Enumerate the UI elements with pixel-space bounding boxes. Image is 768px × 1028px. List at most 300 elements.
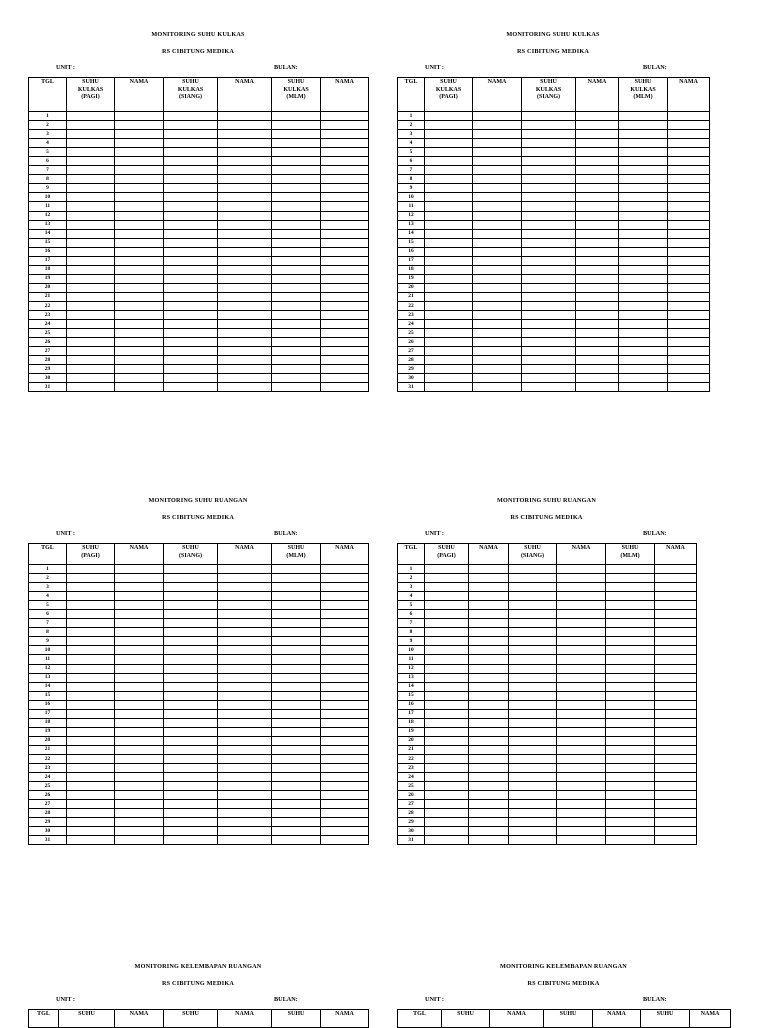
name-entry-cell[interactable] <box>469 818 509 827</box>
name-entry-cell[interactable] <box>218 283 272 292</box>
name-entry-cell[interactable] <box>321 220 369 229</box>
name-entry-cell[interactable] <box>557 782 606 791</box>
temperature-entry-cell[interactable] <box>522 265 576 274</box>
name-entry-cell[interactable] <box>218 193 272 202</box>
temperature-entry-cell[interactable] <box>164 664 218 673</box>
temperature-entry-cell[interactable] <box>67 347 115 356</box>
name-entry-cell[interactable] <box>668 329 710 338</box>
name-entry-cell[interactable] <box>557 791 606 800</box>
temperature-entry-cell[interactable] <box>164 175 218 184</box>
name-entry-cell[interactable] <box>557 809 606 818</box>
name-entry-cell[interactable] <box>218 637 272 646</box>
name-entry-cell[interactable] <box>557 745 606 754</box>
temperature-entry-cell[interactable] <box>425 773 469 782</box>
temperature-entry-cell[interactable] <box>67 782 115 791</box>
name-entry-cell[interactable] <box>668 121 710 130</box>
name-entry-cell[interactable] <box>321 764 369 773</box>
temperature-entry-cell[interactable] <box>619 292 668 301</box>
name-entry-cell[interactable] <box>655 592 697 601</box>
name-entry-cell[interactable] <box>218 338 272 347</box>
name-entry-cell[interactable] <box>218 682 272 691</box>
temperature-entry-cell[interactable] <box>67 220 115 229</box>
name-entry-cell[interactable] <box>321 184 369 193</box>
temperature-entry-cell[interactable] <box>272 646 321 655</box>
temperature-entry-cell[interactable] <box>164 655 218 664</box>
name-entry-cell[interactable] <box>115 754 164 763</box>
temperature-entry-cell[interactable] <box>425 301 473 310</box>
name-entry-cell[interactable] <box>557 754 606 763</box>
name-entry-cell[interactable] <box>469 655 509 664</box>
temperature-entry-cell[interactable] <box>164 148 218 157</box>
name-entry-cell[interactable] <box>321 655 369 664</box>
temperature-entry-cell[interactable] <box>164 112 218 121</box>
name-entry-cell[interactable] <box>115 112 164 121</box>
temperature-entry-cell[interactable] <box>606 565 655 574</box>
temperature-entry-cell[interactable] <box>164 220 218 229</box>
temperature-entry-cell[interactable] <box>164 292 218 301</box>
name-entry-cell[interactable] <box>576 157 619 166</box>
name-entry-cell[interactable] <box>668 112 710 121</box>
name-entry-cell[interactable] <box>218 619 272 628</box>
name-entry-cell[interactable] <box>469 610 509 619</box>
temperature-entry-cell[interactable] <box>522 175 576 184</box>
name-entry-cell[interactable] <box>321 329 369 338</box>
temperature-entry-cell[interactable] <box>272 247 321 256</box>
temperature-entry-cell[interactable] <box>619 329 668 338</box>
temperature-entry-cell[interactable] <box>606 727 655 736</box>
temperature-entry-cell[interactable] <box>619 166 668 175</box>
name-entry-cell[interactable] <box>115 166 164 175</box>
temperature-entry-cell[interactable] <box>509 700 557 709</box>
name-entry-cell[interactable] <box>576 265 619 274</box>
name-entry-cell[interactable] <box>115 148 164 157</box>
name-entry-cell[interactable] <box>115 592 164 601</box>
name-entry-cell[interactable] <box>473 383 522 392</box>
name-entry-cell[interactable] <box>668 338 710 347</box>
temperature-entry-cell[interactable] <box>425 664 469 673</box>
name-entry-cell[interactable] <box>218 229 272 238</box>
name-entry-cell[interactable] <box>218 791 272 800</box>
name-entry-cell[interactable] <box>218 220 272 229</box>
name-entry-cell[interactable] <box>576 383 619 392</box>
temperature-entry-cell[interactable] <box>606 827 655 836</box>
name-entry-cell[interactable] <box>115 238 164 247</box>
name-entry-cell[interactable] <box>321 383 369 392</box>
name-entry-cell[interactable] <box>115 610 164 619</box>
name-entry-cell[interactable] <box>557 592 606 601</box>
name-entry-cell[interactable] <box>321 583 369 592</box>
temperature-entry-cell[interactable] <box>509 601 557 610</box>
temperature-entry-cell[interactable] <box>164 754 218 763</box>
temperature-entry-cell[interactable] <box>272 356 321 365</box>
temperature-entry-cell[interactable] <box>67 745 115 754</box>
temperature-entry-cell[interactable] <box>425 673 469 682</box>
name-entry-cell[interactable] <box>321 809 369 818</box>
temperature-entry-cell[interactable] <box>425 592 469 601</box>
temperature-entry-cell[interactable] <box>67 338 115 347</box>
name-entry-cell[interactable] <box>218 628 272 637</box>
name-entry-cell[interactable] <box>115 773 164 782</box>
name-entry-cell[interactable] <box>655 700 697 709</box>
temperature-entry-cell[interactable] <box>509 709 557 718</box>
name-entry-cell[interactable] <box>576 356 619 365</box>
name-entry-cell[interactable] <box>218 374 272 383</box>
name-entry-cell[interactable] <box>469 637 509 646</box>
temperature-entry-cell[interactable] <box>272 601 321 610</box>
temperature-entry-cell[interactable] <box>425 256 473 265</box>
temperature-entry-cell[interactable] <box>164 782 218 791</box>
name-entry-cell[interactable] <box>576 193 619 202</box>
name-entry-cell[interactable] <box>655 691 697 700</box>
temperature-entry-cell[interactable] <box>425 184 473 193</box>
temperature-entry-cell[interactable] <box>606 619 655 628</box>
name-entry-cell[interactable] <box>668 238 710 247</box>
name-entry-cell[interactable] <box>218 211 272 220</box>
name-entry-cell[interactable] <box>115 673 164 682</box>
temperature-entry-cell[interactable] <box>425 809 469 818</box>
temperature-entry-cell[interactable] <box>272 301 321 310</box>
name-entry-cell[interactable] <box>557 836 606 845</box>
name-entry-cell[interactable] <box>655 736 697 745</box>
name-entry-cell[interactable] <box>576 202 619 211</box>
temperature-entry-cell[interactable] <box>522 256 576 265</box>
temperature-entry-cell[interactable] <box>272 565 321 574</box>
temperature-entry-cell[interactable] <box>522 148 576 157</box>
temperature-entry-cell[interactable] <box>509 718 557 727</box>
temperature-entry-cell[interactable] <box>425 583 469 592</box>
name-entry-cell[interactable] <box>218 664 272 673</box>
name-entry-cell[interactable] <box>473 184 522 193</box>
name-entry-cell[interactable] <box>473 256 522 265</box>
temperature-entry-cell[interactable] <box>272 637 321 646</box>
name-entry-cell[interactable] <box>321 773 369 782</box>
name-entry-cell[interactable] <box>115 736 164 745</box>
name-entry-cell[interactable] <box>668 292 710 301</box>
name-entry-cell[interactable] <box>321 628 369 637</box>
temperature-entry-cell[interactable] <box>425 229 473 238</box>
name-entry-cell[interactable] <box>473 265 522 274</box>
temperature-entry-cell[interactable] <box>164 193 218 202</box>
name-entry-cell[interactable] <box>655 827 697 836</box>
temperature-entry-cell[interactable] <box>425 827 469 836</box>
name-entry-cell[interactable] <box>668 274 710 283</box>
name-entry-cell[interactable] <box>668 229 710 238</box>
name-entry-cell[interactable] <box>473 175 522 184</box>
temperature-entry-cell[interactable] <box>425 791 469 800</box>
name-entry-cell[interactable] <box>576 338 619 347</box>
name-entry-cell[interactable] <box>557 800 606 809</box>
temperature-entry-cell[interactable] <box>164 139 218 148</box>
temperature-entry-cell[interactable] <box>164 283 218 292</box>
name-entry-cell[interactable] <box>218 827 272 836</box>
name-entry-cell[interactable] <box>668 202 710 211</box>
temperature-entry-cell[interactable] <box>619 193 668 202</box>
name-entry-cell[interactable] <box>218 311 272 320</box>
temperature-entry-cell[interactable] <box>164 247 218 256</box>
temperature-entry-cell[interactable] <box>164 682 218 691</box>
name-entry-cell[interactable] <box>218 139 272 148</box>
temperature-entry-cell[interactable] <box>619 220 668 229</box>
temperature-entry-cell[interactable] <box>272 193 321 202</box>
name-entry-cell[interactable] <box>115 247 164 256</box>
temperature-entry-cell[interactable] <box>67 356 115 365</box>
name-entry-cell[interactable] <box>668 283 710 292</box>
temperature-entry-cell[interactable] <box>164 745 218 754</box>
name-entry-cell[interactable] <box>557 637 606 646</box>
name-entry-cell[interactable] <box>469 727 509 736</box>
name-entry-cell[interactable] <box>655 818 697 827</box>
name-entry-cell[interactable] <box>218 700 272 709</box>
temperature-entry-cell[interactable] <box>522 184 576 193</box>
temperature-entry-cell[interactable] <box>164 773 218 782</box>
name-entry-cell[interactable] <box>321 112 369 121</box>
name-entry-cell[interactable] <box>469 745 509 754</box>
name-entry-cell[interactable] <box>321 320 369 329</box>
name-entry-cell[interactable] <box>218 347 272 356</box>
name-entry-cell[interactable] <box>218 292 272 301</box>
temperature-entry-cell[interactable] <box>619 112 668 121</box>
name-entry-cell[interactable] <box>655 836 697 845</box>
name-entry-cell[interactable] <box>115 709 164 718</box>
name-entry-cell[interactable] <box>115 292 164 301</box>
name-entry-cell[interactable] <box>576 238 619 247</box>
temperature-entry-cell[interactable] <box>509 655 557 664</box>
temperature-entry-cell[interactable] <box>164 347 218 356</box>
temperature-entry-cell[interactable] <box>522 283 576 292</box>
temperature-entry-cell[interactable] <box>619 265 668 274</box>
temperature-entry-cell[interactable] <box>164 764 218 773</box>
name-entry-cell[interactable] <box>218 655 272 664</box>
name-entry-cell[interactable] <box>557 610 606 619</box>
name-entry-cell[interactable] <box>668 320 710 329</box>
temperature-entry-cell[interactable] <box>67 709 115 718</box>
temperature-entry-cell[interactable] <box>272 700 321 709</box>
name-entry-cell[interactable] <box>218 592 272 601</box>
name-entry-cell[interactable] <box>321 139 369 148</box>
name-entry-cell[interactable] <box>473 338 522 347</box>
temperature-entry-cell[interactable] <box>164 718 218 727</box>
temperature-entry-cell[interactable] <box>522 311 576 320</box>
temperature-entry-cell[interactable] <box>606 682 655 691</box>
name-entry-cell[interactable] <box>655 619 697 628</box>
temperature-entry-cell[interactable] <box>67 301 115 310</box>
name-entry-cell[interactable] <box>115 265 164 274</box>
name-entry-cell[interactable] <box>655 773 697 782</box>
temperature-entry-cell[interactable] <box>509 682 557 691</box>
name-entry-cell[interactable] <box>557 628 606 637</box>
name-entry-cell[interactable] <box>321 709 369 718</box>
name-entry-cell[interactable] <box>473 274 522 283</box>
temperature-entry-cell[interactable] <box>425 610 469 619</box>
temperature-entry-cell[interactable] <box>425 166 473 175</box>
temperature-entry-cell[interactable] <box>272 202 321 211</box>
name-entry-cell[interactable] <box>557 664 606 673</box>
name-entry-cell[interactable] <box>218 166 272 175</box>
name-entry-cell[interactable] <box>115 193 164 202</box>
name-entry-cell[interactable] <box>473 229 522 238</box>
name-entry-cell[interactable] <box>321 311 369 320</box>
temperature-entry-cell[interactable] <box>509 736 557 745</box>
name-entry-cell[interactable] <box>115 130 164 139</box>
temperature-entry-cell[interactable] <box>164 274 218 283</box>
temperature-entry-cell[interactable] <box>619 211 668 220</box>
temperature-entry-cell[interactable] <box>67 700 115 709</box>
name-entry-cell[interactable] <box>218 383 272 392</box>
name-entry-cell[interactable] <box>668 184 710 193</box>
name-entry-cell[interactable] <box>115 664 164 673</box>
temperature-entry-cell[interactable] <box>67 265 115 274</box>
name-entry-cell[interactable] <box>668 347 710 356</box>
name-entry-cell[interactable] <box>115 374 164 383</box>
temperature-entry-cell[interactable] <box>164 320 218 329</box>
name-entry-cell[interactable] <box>469 673 509 682</box>
name-entry-cell[interactable] <box>655 809 697 818</box>
name-entry-cell[interactable] <box>469 682 509 691</box>
temperature-entry-cell[interactable] <box>67 148 115 157</box>
name-entry-cell[interactable] <box>218 745 272 754</box>
temperature-entry-cell[interactable] <box>619 320 668 329</box>
temperature-entry-cell[interactable] <box>606 673 655 682</box>
temperature-entry-cell[interactable] <box>272 827 321 836</box>
name-entry-cell[interactable] <box>557 773 606 782</box>
temperature-entry-cell[interactable] <box>164 256 218 265</box>
name-entry-cell[interactable] <box>115 700 164 709</box>
temperature-entry-cell[interactable] <box>522 338 576 347</box>
name-entry-cell[interactable] <box>321 202 369 211</box>
temperature-entry-cell[interactable] <box>164 383 218 392</box>
temperature-entry-cell[interactable] <box>164 727 218 736</box>
name-entry-cell[interactable] <box>576 247 619 256</box>
temperature-entry-cell[interactable] <box>272 256 321 265</box>
name-entry-cell[interactable] <box>218 782 272 791</box>
temperature-entry-cell[interactable] <box>272 329 321 338</box>
temperature-entry-cell[interactable] <box>67 139 115 148</box>
temperature-entry-cell[interactable] <box>522 139 576 148</box>
temperature-entry-cell[interactable] <box>425 338 473 347</box>
name-entry-cell[interactable] <box>469 718 509 727</box>
name-entry-cell[interactable] <box>321 637 369 646</box>
temperature-entry-cell[interactable] <box>425 709 469 718</box>
temperature-entry-cell[interactable] <box>522 329 576 338</box>
name-entry-cell[interactable] <box>557 682 606 691</box>
temperature-entry-cell[interactable] <box>164 791 218 800</box>
temperature-entry-cell[interactable] <box>522 229 576 238</box>
name-entry-cell[interactable] <box>218 818 272 827</box>
temperature-entry-cell[interactable] <box>522 374 576 383</box>
temperature-entry-cell[interactable] <box>606 718 655 727</box>
temperature-entry-cell[interactable] <box>67 682 115 691</box>
name-entry-cell[interactable] <box>321 365 369 374</box>
name-entry-cell[interactable] <box>321 256 369 265</box>
temperature-entry-cell[interactable] <box>509 610 557 619</box>
name-entry-cell[interactable] <box>655 764 697 773</box>
temperature-entry-cell[interactable] <box>522 365 576 374</box>
name-entry-cell[interactable] <box>321 619 369 628</box>
name-entry-cell[interactable] <box>321 610 369 619</box>
name-entry-cell[interactable] <box>321 265 369 274</box>
name-entry-cell[interactable] <box>218 601 272 610</box>
name-entry-cell[interactable] <box>321 601 369 610</box>
name-entry-cell[interactable] <box>115 383 164 392</box>
name-entry-cell[interactable] <box>321 736 369 745</box>
name-entry-cell[interactable] <box>576 121 619 130</box>
temperature-entry-cell[interactable] <box>67 374 115 383</box>
name-entry-cell[interactable] <box>473 374 522 383</box>
name-entry-cell[interactable] <box>321 718 369 727</box>
temperature-entry-cell[interactable] <box>619 383 668 392</box>
temperature-entry-cell[interactable] <box>67 655 115 664</box>
name-entry-cell[interactable] <box>321 836 369 845</box>
temperature-entry-cell[interactable] <box>272 583 321 592</box>
temperature-entry-cell[interactable] <box>619 238 668 247</box>
temperature-entry-cell[interactable] <box>67 130 115 139</box>
name-entry-cell[interactable] <box>655 791 697 800</box>
temperature-entry-cell[interactable] <box>425 736 469 745</box>
name-entry-cell[interactable] <box>115 646 164 655</box>
temperature-entry-cell[interactable] <box>522 320 576 329</box>
name-entry-cell[interactable] <box>473 283 522 292</box>
name-entry-cell[interactable] <box>218 836 272 845</box>
temperature-entry-cell[interactable] <box>425 601 469 610</box>
name-entry-cell[interactable] <box>473 365 522 374</box>
name-entry-cell[interactable] <box>469 754 509 763</box>
name-entry-cell[interactable] <box>469 764 509 773</box>
name-entry-cell[interactable] <box>469 773 509 782</box>
name-entry-cell[interactable] <box>218 764 272 773</box>
name-entry-cell[interactable] <box>473 320 522 329</box>
name-entry-cell[interactable] <box>576 220 619 229</box>
name-entry-cell[interactable] <box>557 818 606 827</box>
temperature-entry-cell[interactable] <box>619 365 668 374</box>
temperature-entry-cell[interactable] <box>425 745 469 754</box>
temperature-entry-cell[interactable] <box>272 112 321 121</box>
temperature-entry-cell[interactable] <box>67 383 115 392</box>
temperature-entry-cell[interactable] <box>272 673 321 682</box>
temperature-entry-cell[interactable] <box>425 646 469 655</box>
name-entry-cell[interactable] <box>115 283 164 292</box>
name-entry-cell[interactable] <box>218 247 272 256</box>
temperature-entry-cell[interactable] <box>272 691 321 700</box>
temperature-entry-cell[interactable] <box>522 292 576 301</box>
temperature-entry-cell[interactable] <box>509 619 557 628</box>
temperature-entry-cell[interactable] <box>164 583 218 592</box>
temperature-entry-cell[interactable] <box>272 130 321 139</box>
temperature-entry-cell[interactable] <box>619 311 668 320</box>
temperature-entry-cell[interactable] <box>522 347 576 356</box>
name-entry-cell[interactable] <box>668 365 710 374</box>
name-entry-cell[interactable] <box>668 301 710 310</box>
temperature-entry-cell[interactable] <box>606 664 655 673</box>
name-entry-cell[interactable] <box>473 202 522 211</box>
temperature-entry-cell[interactable] <box>606 646 655 655</box>
name-entry-cell[interactable] <box>115 727 164 736</box>
name-entry-cell[interactable] <box>668 166 710 175</box>
name-entry-cell[interactable] <box>115 157 164 166</box>
name-entry-cell[interactable] <box>115 682 164 691</box>
temperature-entry-cell[interactable] <box>606 754 655 763</box>
temperature-entry-cell[interactable] <box>164 166 218 175</box>
temperature-entry-cell[interactable] <box>164 827 218 836</box>
temperature-entry-cell[interactable] <box>272 229 321 238</box>
name-entry-cell[interactable] <box>218 202 272 211</box>
temperature-entry-cell[interactable] <box>67 238 115 247</box>
name-entry-cell[interactable] <box>655 646 697 655</box>
temperature-entry-cell[interactable] <box>619 338 668 347</box>
name-entry-cell[interactable] <box>473 130 522 139</box>
name-entry-cell[interactable] <box>668 211 710 220</box>
temperature-entry-cell[interactable] <box>164 709 218 718</box>
temperature-entry-cell[interactable] <box>164 736 218 745</box>
